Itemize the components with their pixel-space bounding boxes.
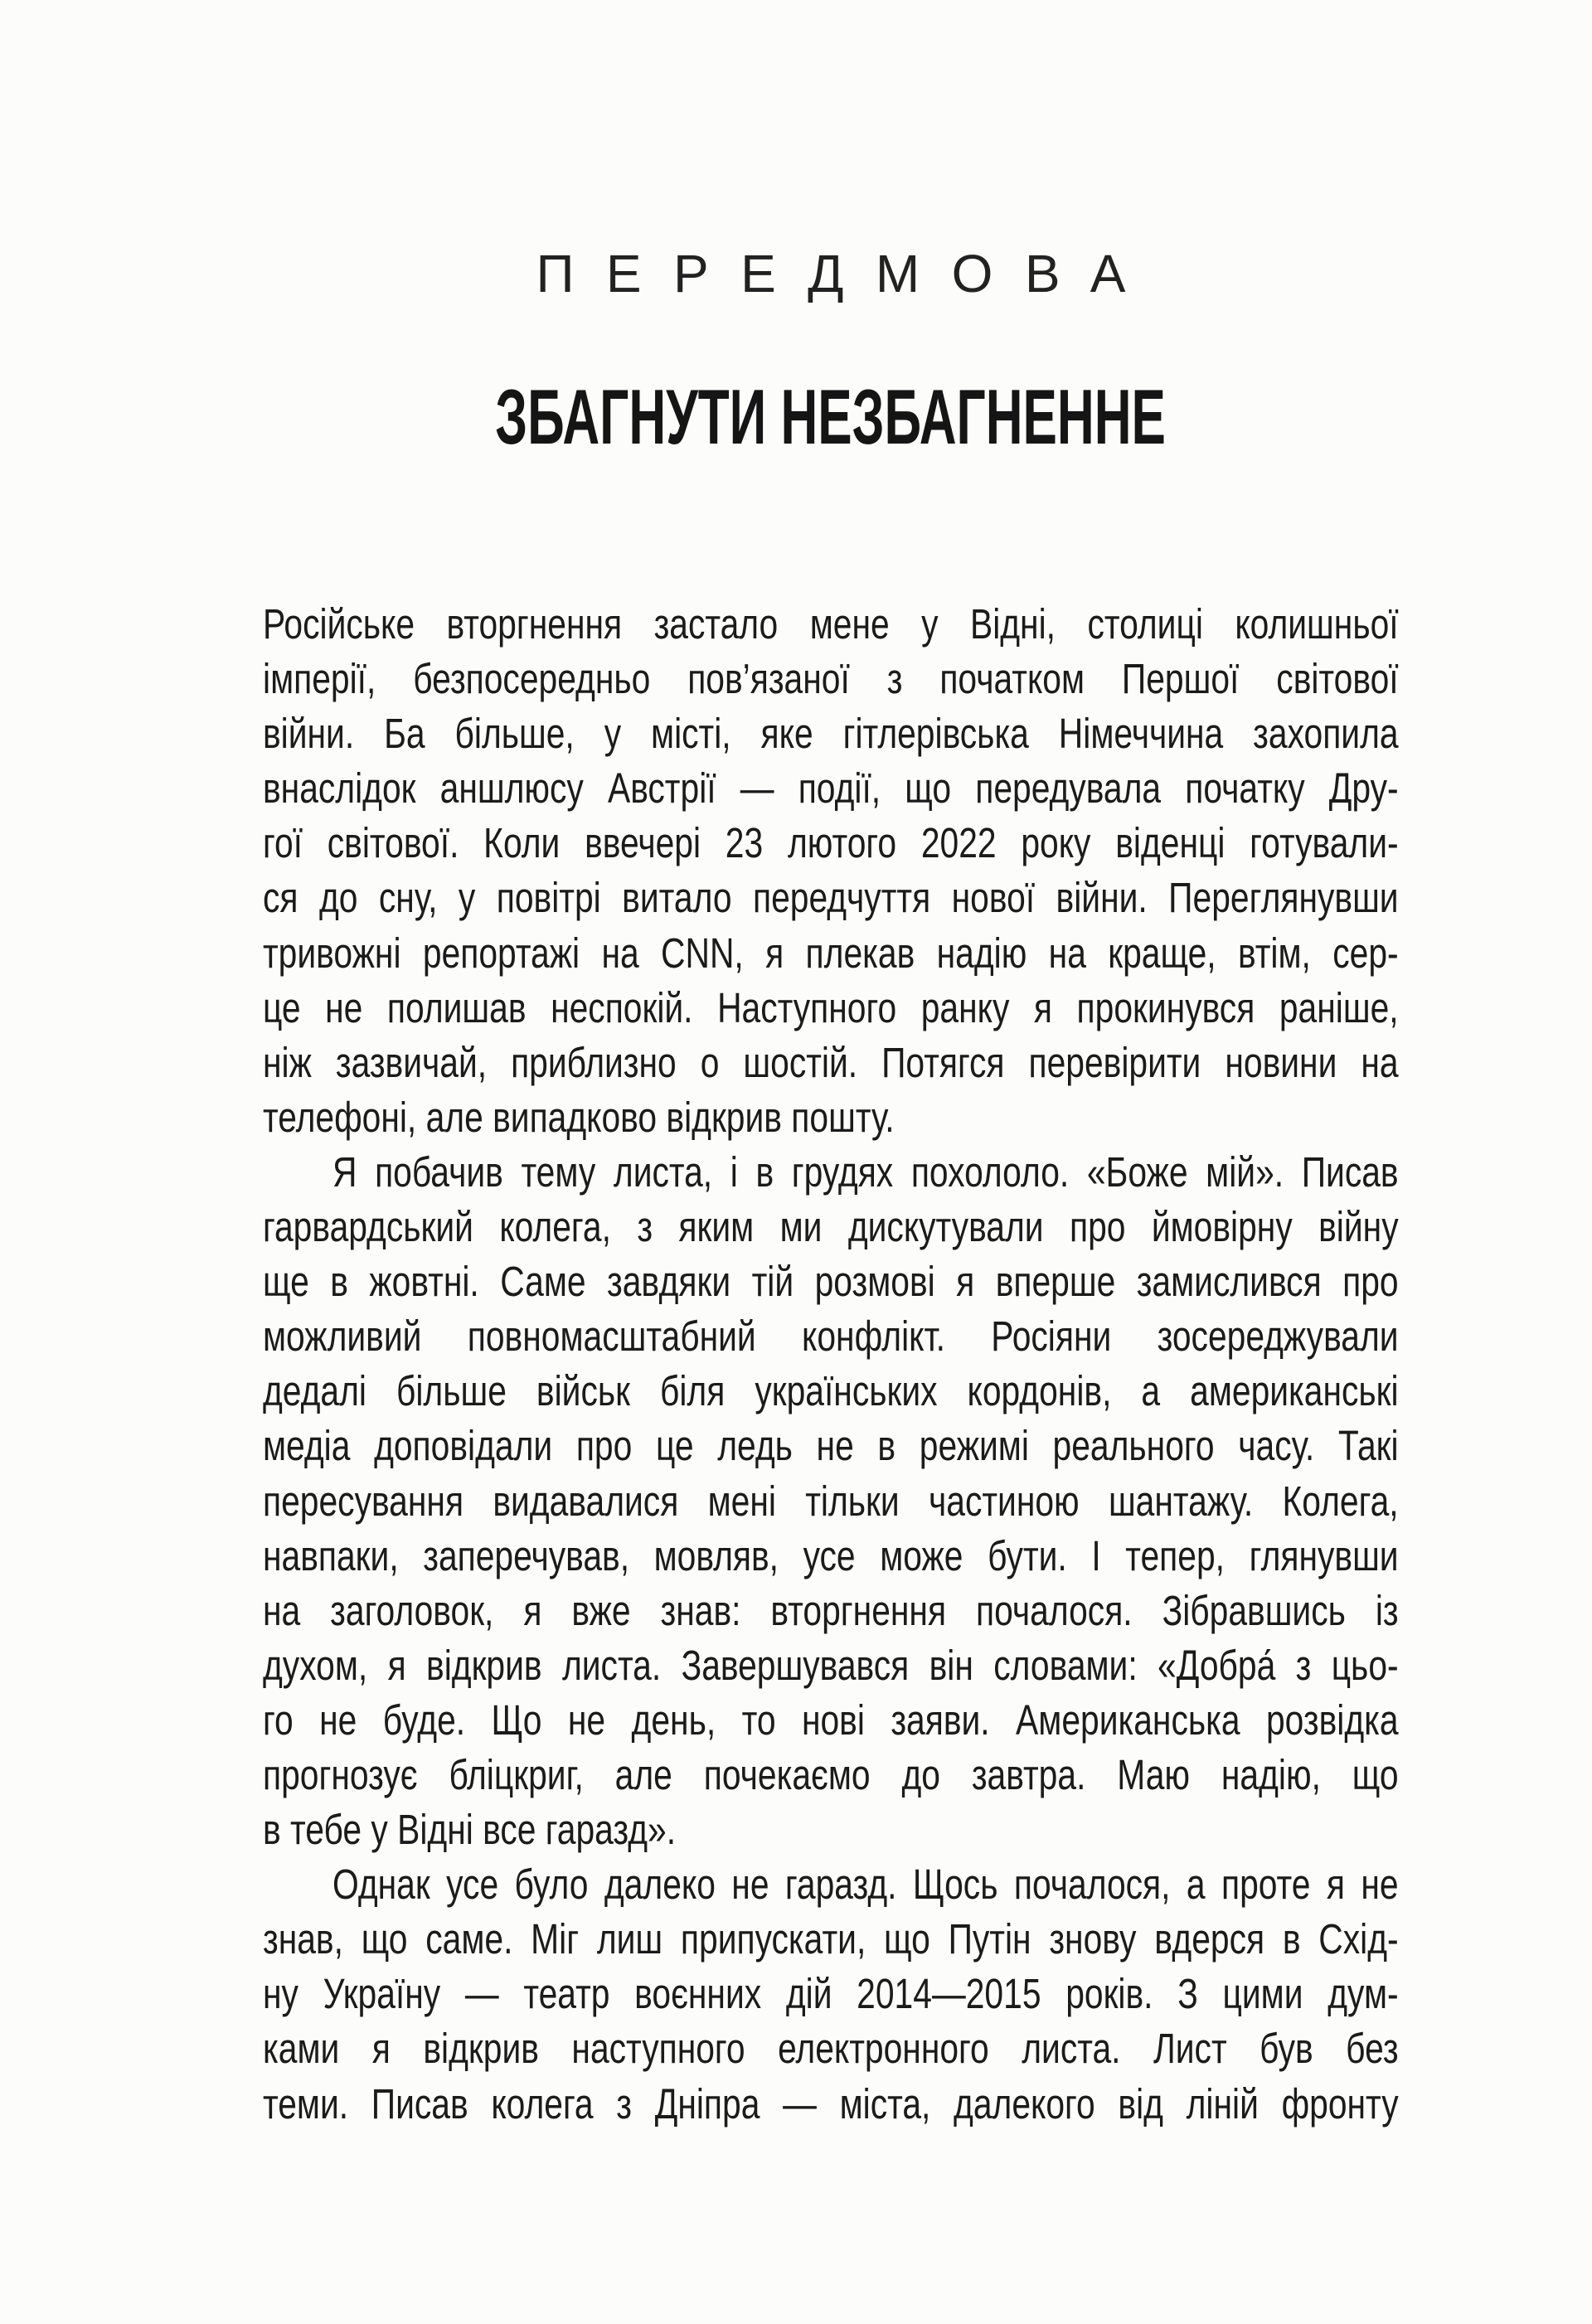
text-line: ся до сну, у повітрі витало передчуття нової війни. Переглянувши xyxy=(263,874,1399,922)
text-line: духом, я відкрив листа. Завершувався він словами: «Добра́ з цьо- xyxy=(263,1641,1399,1689)
text-line: на заголовок, я вже знав: вторгнення почалося. Зібравшись із xyxy=(263,1586,1399,1634)
text-line: го не буде. Що не день, то нові заяви. Американська розвідка xyxy=(263,1696,1399,1744)
text-line: гої світової. Коли ввечері 23 лютого 2022 року віденці готували- xyxy=(263,819,1399,867)
text-line: це не полишав неспокій. Наступного ранку я прокинувся раніше, xyxy=(263,983,1399,1031)
text-line: гарвардський колега, з яким ми дискутували про ймовірну війну xyxy=(263,1203,1399,1251)
text-line: навпаки, заперечував, мовляв, усе може бути. І тепер, глянувши xyxy=(263,1531,1399,1579)
text-line: тривожні репортажі на CNN, я плекав надію на краще, втім, сер- xyxy=(263,929,1399,977)
chapter-heading-wrap xyxy=(263,371,1399,463)
text-line: дедалі більше військ біля українських кордонів, а американські xyxy=(263,1367,1399,1415)
text-line: медіа доповідали про це ледь не в режимі реального часу. Такі xyxy=(263,1422,1399,1470)
text-line: теми. Писав колега з Дніпра — міста, далекого від ліній фронту xyxy=(263,2079,1399,2128)
chapter-heading: ЗБАГНУТИ НЕЗБАГНЕННЕ xyxy=(495,373,1167,460)
text-line: Однак усе було далеко не гаразд. Щось почалося, а проте я не xyxy=(332,1861,1399,1909)
section-kicker: ПЕРЕДМОВА xyxy=(536,244,1158,303)
text-line: в тебе у Відні все гаразд». xyxy=(263,1806,677,1854)
text-line: Я побачив тему листа, і в грудях похололо. «Боже мій». Писав xyxy=(332,1147,1399,1196)
paragraph xyxy=(263,597,1399,1145)
text-line: телефоні, але випадково відкрив пошту. xyxy=(263,1093,895,1141)
text-line: ніж зазвичай, приблизно о шостій. Потягся перевірити новини на xyxy=(263,1038,1399,1086)
paragraph xyxy=(263,1857,1399,2131)
text-line: знав, що саме. Міг лиш припускати, що Путін знову вдерся в Схід- xyxy=(263,1915,1399,1963)
text-line: ками я відкрив наступного електронного листа. Лист був без xyxy=(263,2025,1399,2073)
text-line: можливий повномасштабний конфлікт. Росіяни зосереджували xyxy=(263,1312,1399,1361)
text-line: ще в жовтні. Саме завдяки тій розмові я вперше замислився про xyxy=(263,1258,1399,1306)
text-line: прогнозує бліцкриг, але почекаємо до завтра. Маю надію, що xyxy=(263,1750,1399,1798)
body-text xyxy=(263,597,1399,2132)
text-line: імперії, безпосередньо пов’язаної з початком Першої світової xyxy=(263,655,1399,703)
text-line: внаслідок аншлюсу Австрії — події, що передувала початку Дру- xyxy=(263,764,1399,813)
text-line: пересування видавалися мені тільки частиною шантажу. Колега, xyxy=(263,1477,1399,1525)
paragraph xyxy=(263,1145,1399,1857)
text-line: ну Україну — театр воєнних дій 2014—2015 років. З цими дум- xyxy=(263,1970,1399,2018)
text-line: війни. Ба більше, у місті, яке гітлерівська Німеччина захопила xyxy=(263,710,1399,758)
body-text-inner xyxy=(263,597,1399,2132)
text-line: Російське вторгнення застало мене у Відні, столиці колишньої xyxy=(263,600,1399,648)
